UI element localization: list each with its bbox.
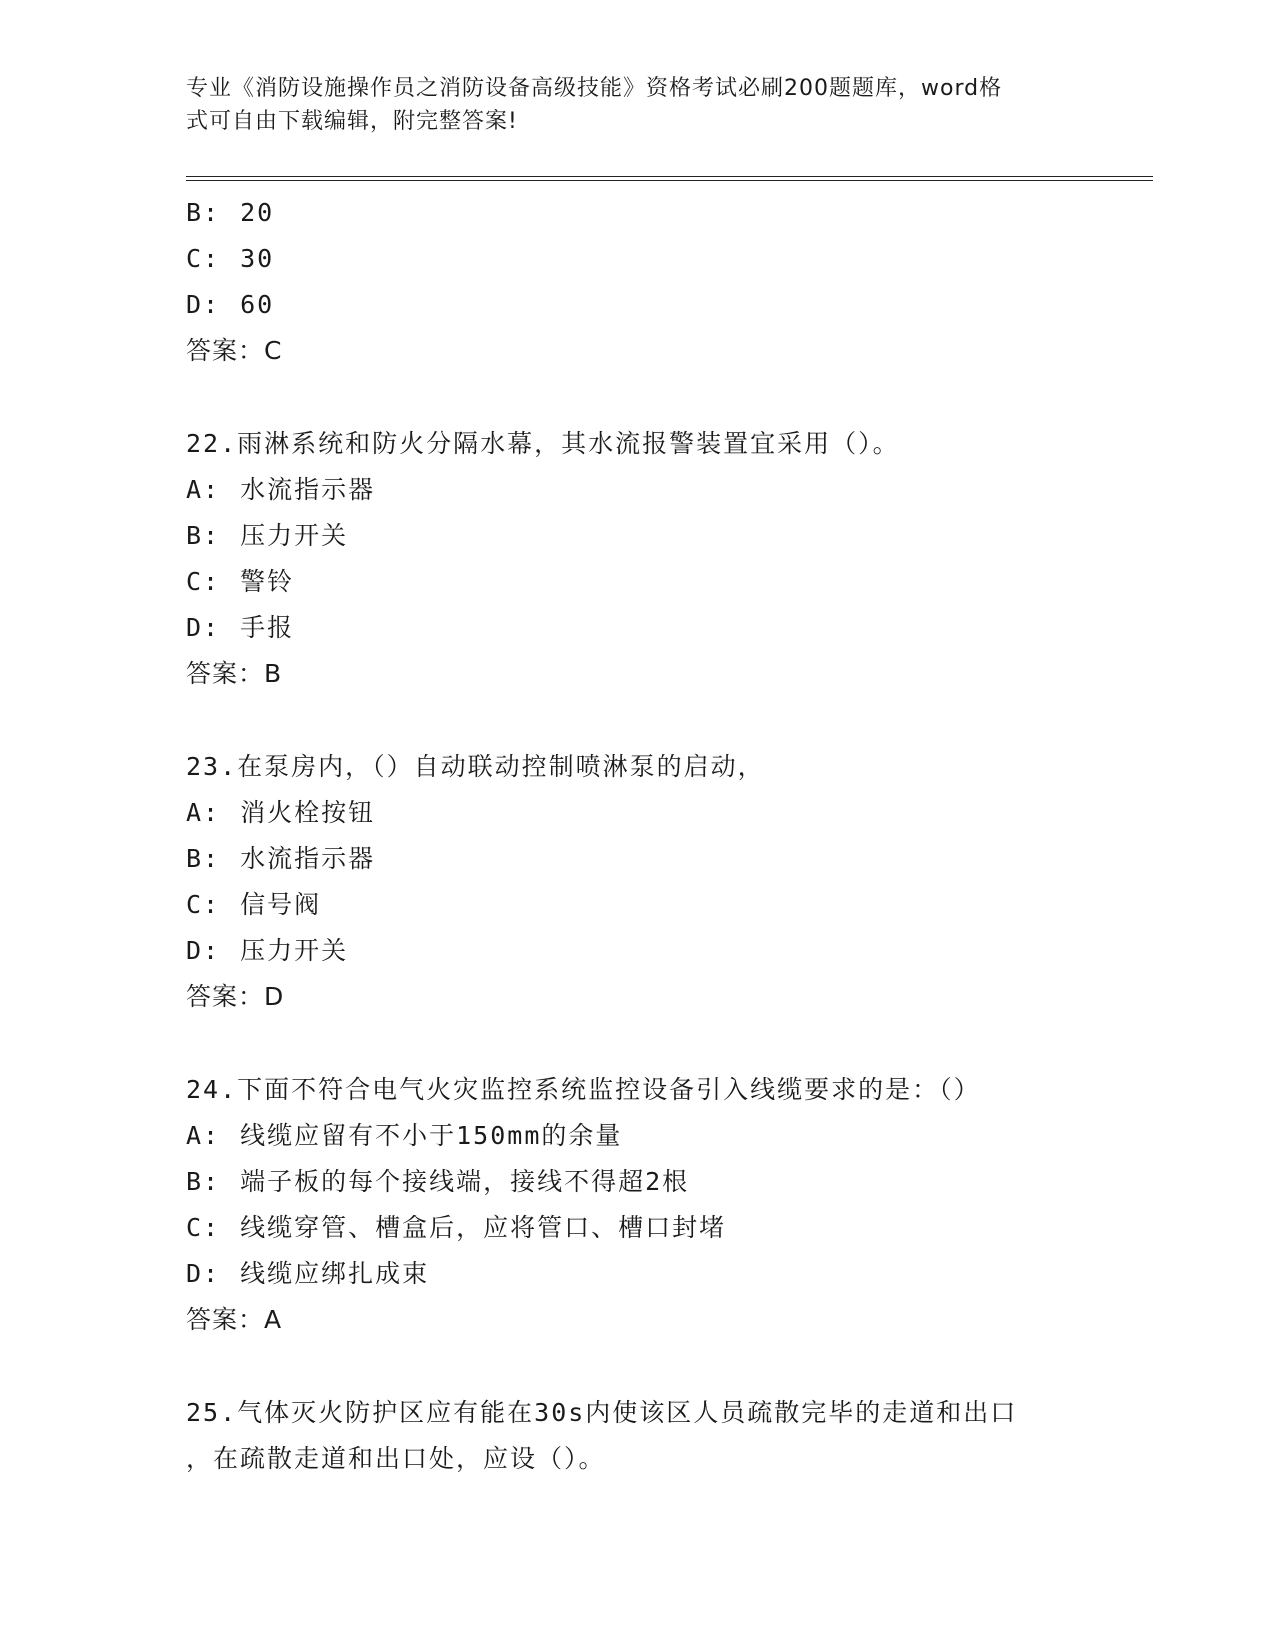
question-text: 23.在泵房内，（）自动联动控制喷淋泵的启动， [186,752,765,781]
option-d: D: 线缆应绑扎成束 [186,1259,430,1288]
question-23 [186,744,1086,1020]
option-d: D: 压力开关 [186,936,349,965]
option-c: C: 线缆穿管、槽盒后，应将管口、槽口封堵 [186,1213,727,1242]
option-c: C: 30 [186,244,275,273]
question-text-line-2: ，在疏散走道和出口处，应设（）。 [186,1444,606,1473]
question-text: 24.下面不符合电气火灾监控系统监控设备引入线缆要求的是：（） [186,1075,981,1104]
question-22 [186,421,1086,697]
header-line-2: 式可自由下载编辑，附完整答案! [186,109,518,134]
option-d: D: 60 [186,290,275,319]
question-21 [186,190,1086,374]
option-c: C: 信号阀 [186,890,322,919]
question-text-line-1: 25.气体灭火防护区应有能在30s内使该区人员疏散完毕的走道和出口 [186,1398,1018,1427]
option-a: A: 消火栓按钮 [186,798,376,827]
question-25 [186,1390,1086,1482]
option-a: A: 线缆应留有不小于150mm的余量 [186,1121,623,1150]
header-line-1: 专业《消防设施操作员之消防设备高级技能》资格考试必刷200题题库，word格 [186,76,1003,101]
question-24 [186,1067,1086,1343]
option-a: A: 水流指示器 [186,475,376,504]
option-c: C: 警铃 [186,567,295,596]
answer-line: 答案：B [186,659,283,688]
option-b: B: 20 [186,198,275,227]
question-text: 22.雨淋系统和防火分隔水幕，其水流报警装置宜采用（）。 [186,429,900,458]
option-b: B: 端子板的每个接线端，接线不得超2根 [186,1167,690,1196]
header-divider [186,176,1153,181]
option-b: B: 压力开关 [186,521,349,550]
answer-line: 答案：D [186,982,285,1011]
option-d: D: 手报 [186,613,295,642]
option-b: B: 水流指示器 [186,844,376,873]
question-list [186,190,1086,1482]
answer-line: 答案：C [186,336,283,365]
answer-line: 答案：A [186,1305,283,1334]
document-header [186,72,1066,138]
